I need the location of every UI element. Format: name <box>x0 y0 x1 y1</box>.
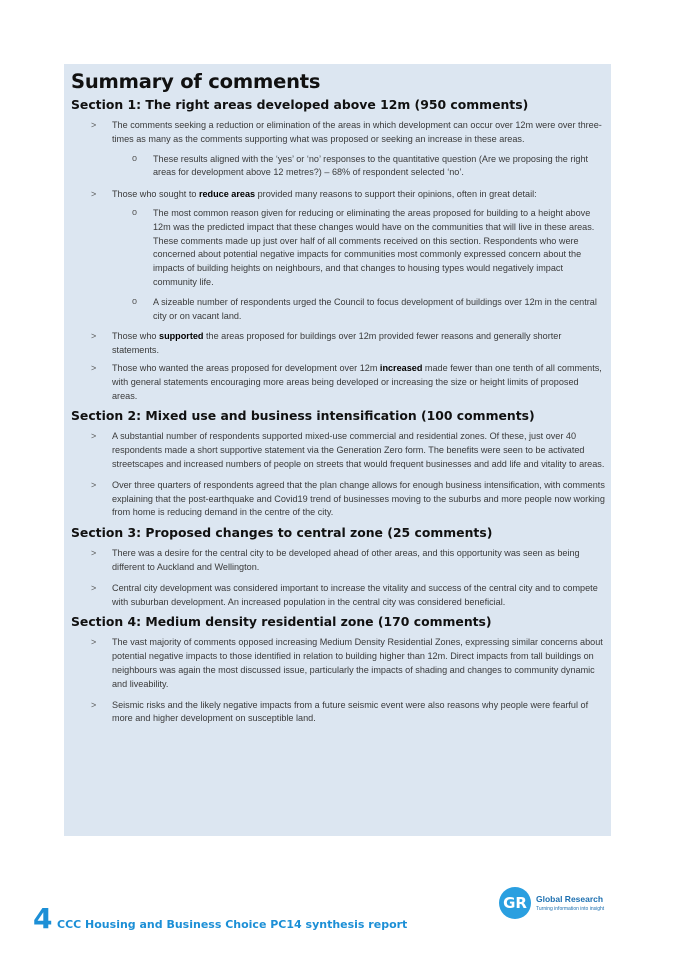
list-item <box>71 699 606 727</box>
list-item <box>71 582 606 610</box>
list-item <box>112 153 606 181</box>
bullet-marker: > <box>91 548 97 559</box>
sub-bullet-marker: o <box>132 152 138 163</box>
section-2-point-2: Over three quarters of respondents agreed that the plan change allows for enough business intensification, with comments explaining that the post-earthquake and Covid19 trend of businesses moving to the suburbs and more people now working from home is reducing demand in the centre of the city. <box>112 479 605 518</box>
section-4-heading: Section 4: Medium density residential zone (170 comments) <box>71 614 492 630</box>
bullet-marker: > <box>91 699 97 710</box>
bullet-marker: > <box>91 331 97 342</box>
sub-bullet-marker: o <box>132 206 138 217</box>
section-1-point-2-sub-2: A sizeable number of respondents urged the Council to focus development of buildings over 12m in the central city or on vacant land. <box>153 296 597 321</box>
list-item <box>112 207 606 290</box>
logo-mark-icon: GR <box>499 887 531 919</box>
page-title: Summary of comments <box>71 70 321 93</box>
list-item <box>71 119 606 180</box>
list-item <box>71 330 606 358</box>
footer-title: CCC Housing and Business Choice PC14 synthesis report <box>57 918 408 931</box>
list-item <box>71 547 606 575</box>
summary-content <box>71 69 606 726</box>
global-research-logo <box>499 887 639 921</box>
section-1-point-4: Those who wanted the areas proposed for development over 12m increased made fewer than one tenth of all comments, with general statements encouraging more areas being developed or increasing the size or height limits of proposed areas. <box>112 362 602 401</box>
bullet-marker: > <box>91 582 97 593</box>
bullet-marker: > <box>91 189 97 200</box>
bullet-marker: > <box>91 637 97 648</box>
section-2-heading: Section 2: Mixed use and business intensification (100 comments) <box>71 408 535 424</box>
section-3-point-2: Central city development was considered important to increase the vitality and success of the central city and to compete with suburban development. An increased population in the central city was considered beneficial. <box>112 582 598 607</box>
section-3-point-1: There was a desire for the central city to be developed ahead of other areas, and this opportunity was seen as being different to Auckland and Wellington. <box>112 548 580 572</box>
page-number: 4 <box>33 902 53 935</box>
section-3-heading: Section 3: Proposed changes to central zone (25 comments) <box>71 525 493 541</box>
logo-tagline: Turning information into insight <box>536 906 605 912</box>
section-1-point-2-sub-1: The most common reason given for reducing or eliminating the areas proposed for building to a height above 12m was the predicted impact that these changes would have on the communities that will live in these areas. These comments made up just over half of all comments received on this section. Respondents who were concerned about potential negative impacts for communities most commonly expressed concern about the impacts of building heights on neighbours, and that changes to housing types would negatively impact community life. <box>153 207 595 287</box>
section-4-point-1: The vast majority of comments opposed increasing Medium Density Residential Zones, expressing similar concerns about potential negative impacts to those identified in relation to building higher than 12m. Direct impacts from tall buildings on neighbours was again the most discussed issue, particularly the impacts of shading and changes to community dynamic and liveability. <box>112 637 603 689</box>
section-1-point-1: The comments seeking a reduction or elimination of the areas in which development can occur over 12m were over three-times as many as the comments supporting what was proposed or seeking an increase in these areas. <box>112 120 602 144</box>
sub-bullet-marker: o <box>132 295 138 306</box>
bullet-marker: > <box>91 120 97 130</box>
section-1-point-3: Those who supported the areas proposed for buildings over 12m provided fewer reasons and generally shorter statements. <box>112 331 562 356</box>
list-item <box>71 479 606 520</box>
list-item <box>71 188 606 323</box>
list-item <box>112 296 606 324</box>
list-item <box>71 430 606 471</box>
section-2-point-1: A substantial number of respondents supported mixed-use commercial and residential zones. Of these, just over 40 respondents made a short supportive statement via the Generation Zero form. The benefits were seen to be activated streetscapes and increased numbers of people on streets that would frequent businesses and add life and vitality to areas. <box>112 431 605 469</box>
section-1-point-2: Those who sought to reduce areas provided many reasons to support their opinions, often in great detail: <box>112 189 537 200</box>
section-4-point-2: Seismic risks and the likely negative impacts from a future seismic event were also reasons why people were fearful of more and higher development on susceptible land. <box>112 699 589 724</box>
section-1-point-1-sub-1: These results aligned with the ‘yes’ or ‘no’ responses to the quantitative question (Are we proposing the right areas for development above 12 metres?) – 68% of respondent selected ‘no’. <box>153 153 589 178</box>
logo-name: Global Research <box>536 894 604 904</box>
section-1-heading: Section 1: The right areas developed above 12m (950 comments) <box>71 97 529 112</box>
bullet-marker: > <box>91 479 97 490</box>
bullet-marker: > <box>91 431 97 442</box>
bullet-marker: > <box>91 362 97 373</box>
list-item <box>71 636 606 691</box>
list-item <box>71 362 606 403</box>
